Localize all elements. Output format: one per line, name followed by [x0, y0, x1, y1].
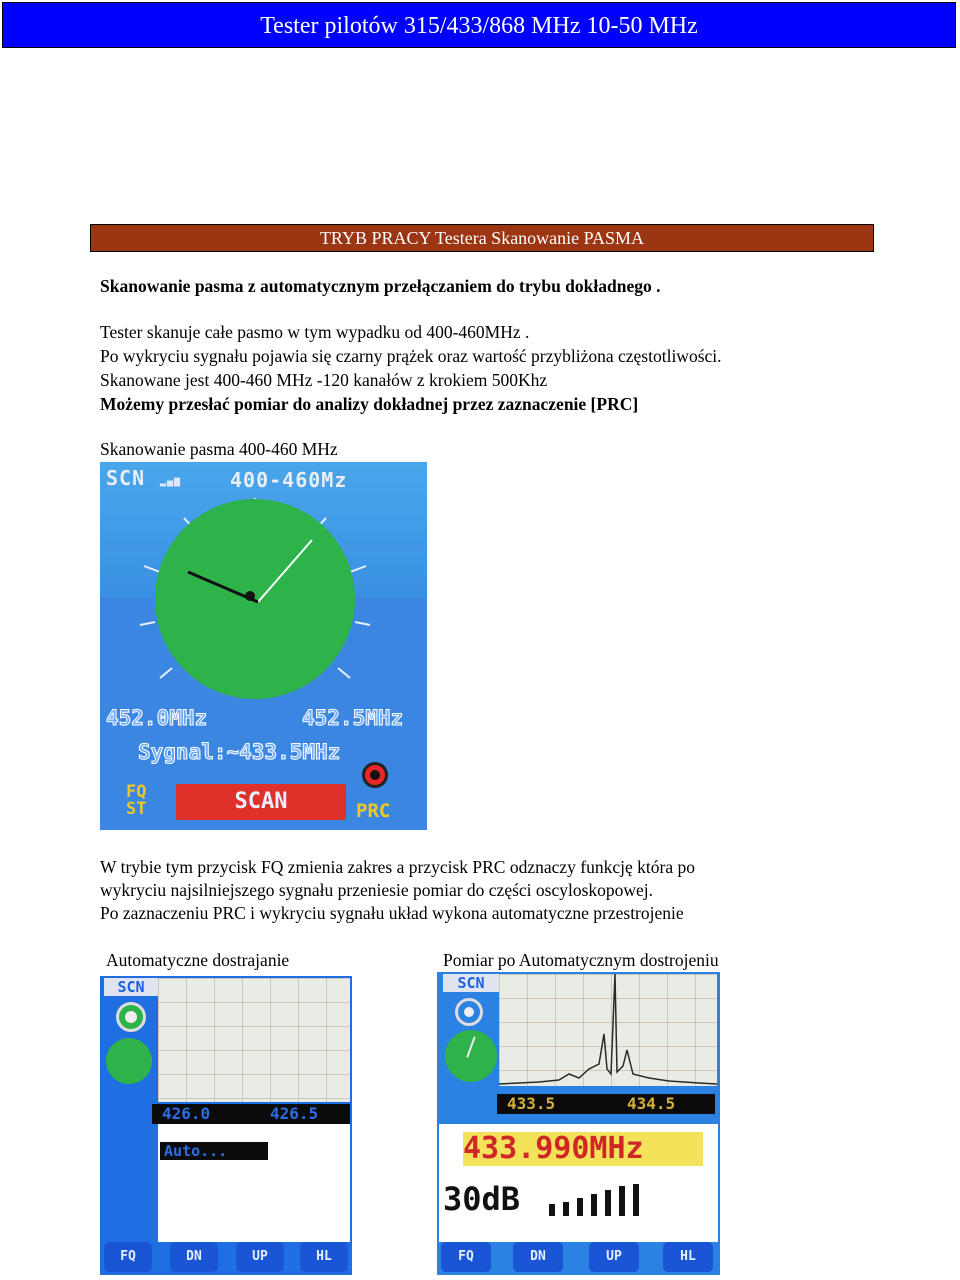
- dial-hub: [245, 591, 255, 601]
- freq-left-label: 452.0MHz: [106, 706, 208, 730]
- measured-frequency: 433.990MHz: [463, 1132, 703, 1166]
- prc-button[interactable]: PRC: [356, 800, 391, 822]
- freq-right-label: 434.5: [627, 1094, 676, 1113]
- paragraph-line-bold: Możemy przesłać pomiar do analizy dokładnej przez zaznaczenie [PRC]: [100, 394, 639, 414]
- signal-meter-icon: [545, 1178, 655, 1218]
- paragraph-line: Tester skanuje całe pasmo w tym wypadku od 400-460MHz .: [100, 322, 530, 342]
- caption-left-screen: Automatyczne dostrajanie: [106, 950, 290, 970]
- page-title: Tester pilotów 315/433/868 MHz 10-50 MHz: [260, 13, 698, 39]
- record-icon[interactable]: [362, 762, 388, 788]
- mode-label: SCN: [443, 974, 499, 992]
- paragraph-line: Skanowane jest 400-460 MHz -120 kanałów z krokiem 500Khz: [100, 370, 548, 390]
- paragraph-line: W trybie tym przycisk FQ zmienia zakres a przycisk PRC odznaczy funkcję która po: [100, 857, 695, 877]
- freq-right-label: 426.5: [270, 1104, 319, 1123]
- target-icon: [116, 1002, 146, 1032]
- measurement-screen-photo: [437, 972, 720, 1275]
- freq-left-label: 433.5: [507, 1094, 556, 1113]
- signal-bars-icon: ▂▄▆: [160, 476, 182, 487]
- range-label: 400-460Mz: [230, 468, 348, 492]
- paragraph-line: wykryciu najsilniejszego sygnału przeniesie pomiar do części oscyloskopowej.: [100, 880, 654, 900]
- mode-label: SCN: [104, 978, 158, 996]
- fq-button[interactable]: FQ: [104, 1242, 152, 1272]
- status-dot-icon: [106, 1038, 152, 1084]
- paragraph-line: Po wykryciu sygnału pojawia się czarny prążek oraz wartość przybliżona częstotliwości.: [100, 346, 722, 366]
- st-label: ST: [126, 799, 147, 819]
- paragraph-line: Po zaznaczeniu PRC i wykryciu sygnału układ wykona automatyczne przestrojenie: [100, 903, 684, 923]
- freq-readout-bar: [497, 1094, 715, 1114]
- fq-st-button[interactable]: [126, 784, 146, 818]
- freq-right-label: 452.5MHz: [302, 706, 404, 730]
- caption-main-screen: Skanowanie pasma 400-460 MHz: [100, 439, 338, 459]
- scan-button[interactable]: SCAN: [176, 784, 346, 820]
- signal-level: 30dB: [443, 1180, 521, 1218]
- freq-readout-bar: [152, 1104, 350, 1124]
- caption-right-screen: Pomiar po Automatycznym dostrojeniu: [443, 950, 719, 970]
- mode-label: SCN: [106, 466, 146, 490]
- dn-button[interactable]: DN: [170, 1242, 218, 1272]
- hl-button[interactable]: HL: [663, 1242, 713, 1272]
- section-title: TRYB PRACY Testera Skanowanie PASMA: [319, 228, 645, 248]
- dn-button[interactable]: DN: [513, 1242, 563, 1272]
- auto-status-label: Auto...: [160, 1142, 268, 1160]
- dial-face: [155, 499, 355, 699]
- spectrum-trace: [499, 974, 717, 1086]
- dial-gauge: [100, 492, 427, 702]
- hl-button[interactable]: HL: [300, 1242, 348, 1272]
- auto-tune-screen-photo: [100, 976, 352, 1275]
- oscilloscope-grid: [158, 978, 350, 1102]
- signal-label: Sygnal:~433.5MHz: [138, 740, 341, 764]
- freq-left-label: 426.0: [162, 1104, 211, 1123]
- target-icon: [455, 998, 483, 1026]
- up-button[interactable]: UP: [236, 1242, 284, 1272]
- fq-button[interactable]: FQ: [441, 1242, 491, 1272]
- paragraph-heading: Skanowanie pasma z automatycznym przełączaniem do trybu dokładnego .: [100, 276, 661, 296]
- section-title-bar: [90, 224, 874, 252]
- status-dot-icon: [445, 1030, 497, 1082]
- page-header: [2, 2, 956, 48]
- fq-label: FQ: [126, 782, 147, 802]
- scan-screen-photo: [100, 462, 427, 830]
- up-button[interactable]: UP: [589, 1242, 639, 1272]
